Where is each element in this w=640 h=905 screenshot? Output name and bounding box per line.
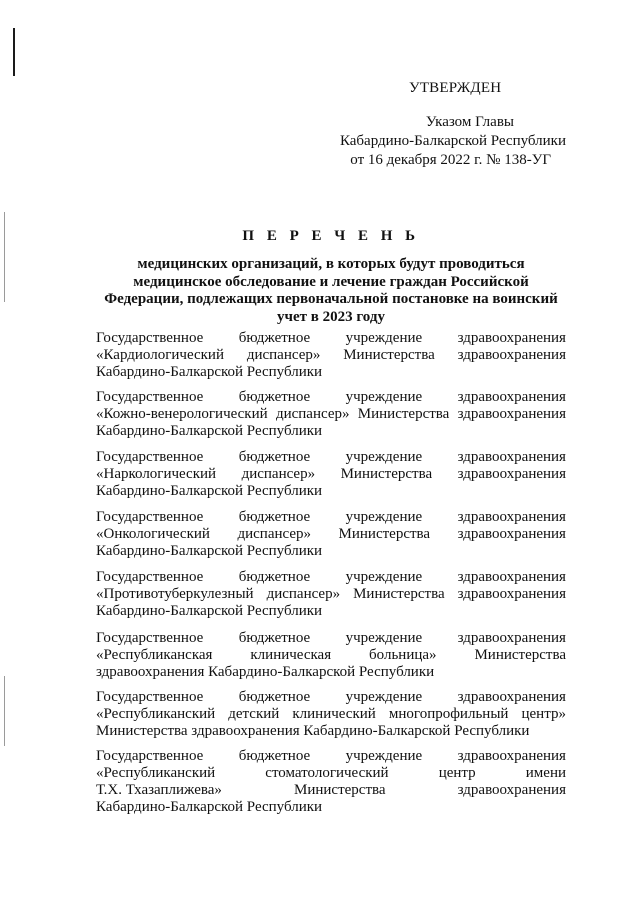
organization-line [96, 406, 566, 423]
organization-word: «Онкологический [96, 526, 210, 542]
organization-word: «Республиканская [96, 647, 213, 663]
organization-word: Кабардино-Балкарской Республики [96, 543, 323, 559]
organization-word: учреждение [345, 509, 423, 525]
organization-entry [96, 389, 566, 440]
organization-line [96, 423, 566, 440]
organization-word: «Противотуберкулезный [96, 586, 254, 602]
organization-word: Министерства [357, 406, 450, 422]
organization-word: больница» [369, 647, 437, 663]
organization-word: Министерства [353, 586, 445, 602]
scan-margin-mark [4, 676, 5, 746]
organization-word: бюджетное [238, 389, 311, 405]
organization-line [96, 603, 566, 620]
organization-word: здравоохранения [457, 569, 566, 585]
organization-line [96, 330, 566, 347]
organization-word: центр [438, 765, 476, 781]
organization-line [96, 748, 566, 765]
organization-word: Т.Х. Тхазаплижева» [96, 782, 222, 798]
organization-entry [96, 449, 566, 500]
organization-line [96, 364, 566, 381]
organization-word: диспансер» [275, 406, 350, 422]
organization-line [96, 706, 566, 723]
organization-word: бюджетное [238, 748, 311, 764]
organization-line [96, 466, 566, 483]
organization-word: здравоохранения [457, 466, 566, 482]
document-title: П Е Р Е Ч Е Н Ь [242, 228, 420, 244]
organization-line [96, 630, 566, 647]
organization-word: диспансер» [241, 466, 316, 482]
organization-word: Министерства [474, 647, 566, 663]
organization-word: Государственное [96, 389, 204, 405]
organization-word: центр» [521, 706, 566, 722]
organization-word: здравоохранения [457, 347, 566, 363]
organization-word: Государственное [96, 689, 204, 705]
organization-word: клиническая [250, 647, 332, 663]
organization-word: Государственное [96, 330, 204, 346]
organization-word: здравоохранения [457, 782, 566, 798]
organization-word: Министерства [343, 347, 435, 363]
organization-line [96, 543, 566, 560]
subtitle-line: медицинских организаций, в которых будут проводиться [137, 256, 525, 272]
organization-word: диспансер» [246, 347, 321, 363]
organization-word: Министерства [294, 782, 386, 798]
organization-word: Государственное [96, 449, 204, 465]
organization-word: Министерства здравоохранения Кабардино-Балкарской Республики [96, 723, 530, 739]
organization-line [96, 569, 566, 586]
organization-word: здравоохранения [457, 406, 566, 422]
organization-word: Кабардино-Балкарской Республики [96, 423, 323, 439]
organization-word: бюджетное [238, 630, 311, 646]
organization-word: «Республиканский [96, 706, 216, 722]
organization-word: бюджетное [238, 509, 311, 525]
organization-word: Министерства [338, 526, 431, 542]
organization-line [96, 782, 566, 799]
organization-line [96, 449, 566, 466]
organization-word: здравоохранения [457, 748, 566, 764]
organization-word: Государственное [96, 509, 204, 525]
scan-margin-mark [4, 212, 5, 302]
organization-word: здравоохранения [457, 330, 566, 346]
organization-word: учреждение [345, 630, 423, 646]
subtitle-line: Федерации, подлежащих первоначальной постановке на воинский [104, 291, 558, 307]
organization-word: здравоохранения [457, 689, 566, 705]
organization-word: учреждение [345, 449, 423, 465]
organization-word: Министерства [340, 466, 433, 482]
organization-word: учреждение [345, 389, 423, 405]
decree-line: Кабардино-Балкарской Республики [339, 133, 566, 149]
organization-word: здравоохранения [457, 389, 566, 405]
organization-word: учреждение [345, 330, 423, 346]
organization-word: бюджетное [238, 689, 311, 705]
organization-word: «Республиканский [96, 765, 216, 781]
scan-border-mark [13, 28, 15, 76]
organization-entry [96, 330, 566, 381]
organization-line [96, 509, 566, 526]
organization-word: «Кардиологический [96, 347, 224, 363]
organization-entry [96, 748, 566, 816]
organization-entry [96, 630, 566, 681]
organization-entry [96, 509, 566, 560]
subtitle-line: медицинское обследование и лечение граждан Российской [133, 273, 529, 290]
organization-line [96, 723, 566, 740]
organization-word: здравоохранения [457, 586, 566, 602]
organization-word: Кабардино-Балкарской Республики [96, 603, 323, 619]
organization-word: Кабардино-Балкарской Республики [96, 483, 323, 499]
organization-word: здравоохранения [457, 509, 566, 525]
organization-word: учреждение [345, 689, 423, 705]
organization-word: бюджетное [238, 569, 311, 585]
organization-word: диспансер» [237, 526, 311, 542]
document-subtitle [96, 256, 566, 326]
organization-word: многопрофильный [388, 706, 509, 722]
organization-word: здравоохранения [457, 526, 566, 542]
organization-word: диспансер» [266, 586, 341, 602]
organization-word: бюджетное [238, 449, 311, 465]
organization-word: бюджетное [238, 330, 311, 346]
organization-line [96, 765, 566, 782]
organization-line [96, 347, 566, 364]
organization-word: «Наркологический [96, 466, 217, 482]
organization-word: здравоохранения [457, 630, 566, 646]
organization-word: Государственное [96, 569, 204, 585]
organization-entry [96, 569, 566, 620]
organization-word: Государственное [96, 630, 204, 646]
organization-word: здравоохранения Кабардино-Балкарской Республики [96, 664, 435, 680]
organization-word: «Кожно-венерологический [96, 406, 268, 422]
decree-date-number: от 16 декабря 2022 г. № 138-УГ [350, 152, 551, 168]
organization-line [96, 664, 566, 681]
organization-word: учреждение [345, 748, 423, 764]
organization-entry [96, 689, 566, 740]
organization-line [96, 647, 566, 664]
organization-word: имени [525, 765, 566, 781]
organization-line [96, 483, 566, 500]
organization-word: детский [228, 706, 280, 722]
decree-line: Указом Главы [425, 114, 514, 130]
organization-word: клинический [292, 706, 376, 722]
organization-word: здравоохранения [457, 449, 566, 465]
organization-word: Кабардино-Балкарской Республики [96, 799, 323, 815]
organization-word: Государственное [96, 748, 204, 764]
approval-title: УТВЕРЖДЕН [409, 80, 502, 96]
organization-word: Кабардино-Балкарской Республики [96, 364, 323, 380]
organization-line [96, 389, 566, 406]
subtitle-line: учет в 2023 году [277, 308, 385, 325]
organization-word: стоматологический [265, 765, 389, 781]
organization-line [96, 526, 566, 543]
organization-word: учреждение [345, 569, 423, 585]
organization-line [96, 689, 566, 706]
organization-line [96, 799, 566, 816]
organization-line [96, 586, 566, 603]
